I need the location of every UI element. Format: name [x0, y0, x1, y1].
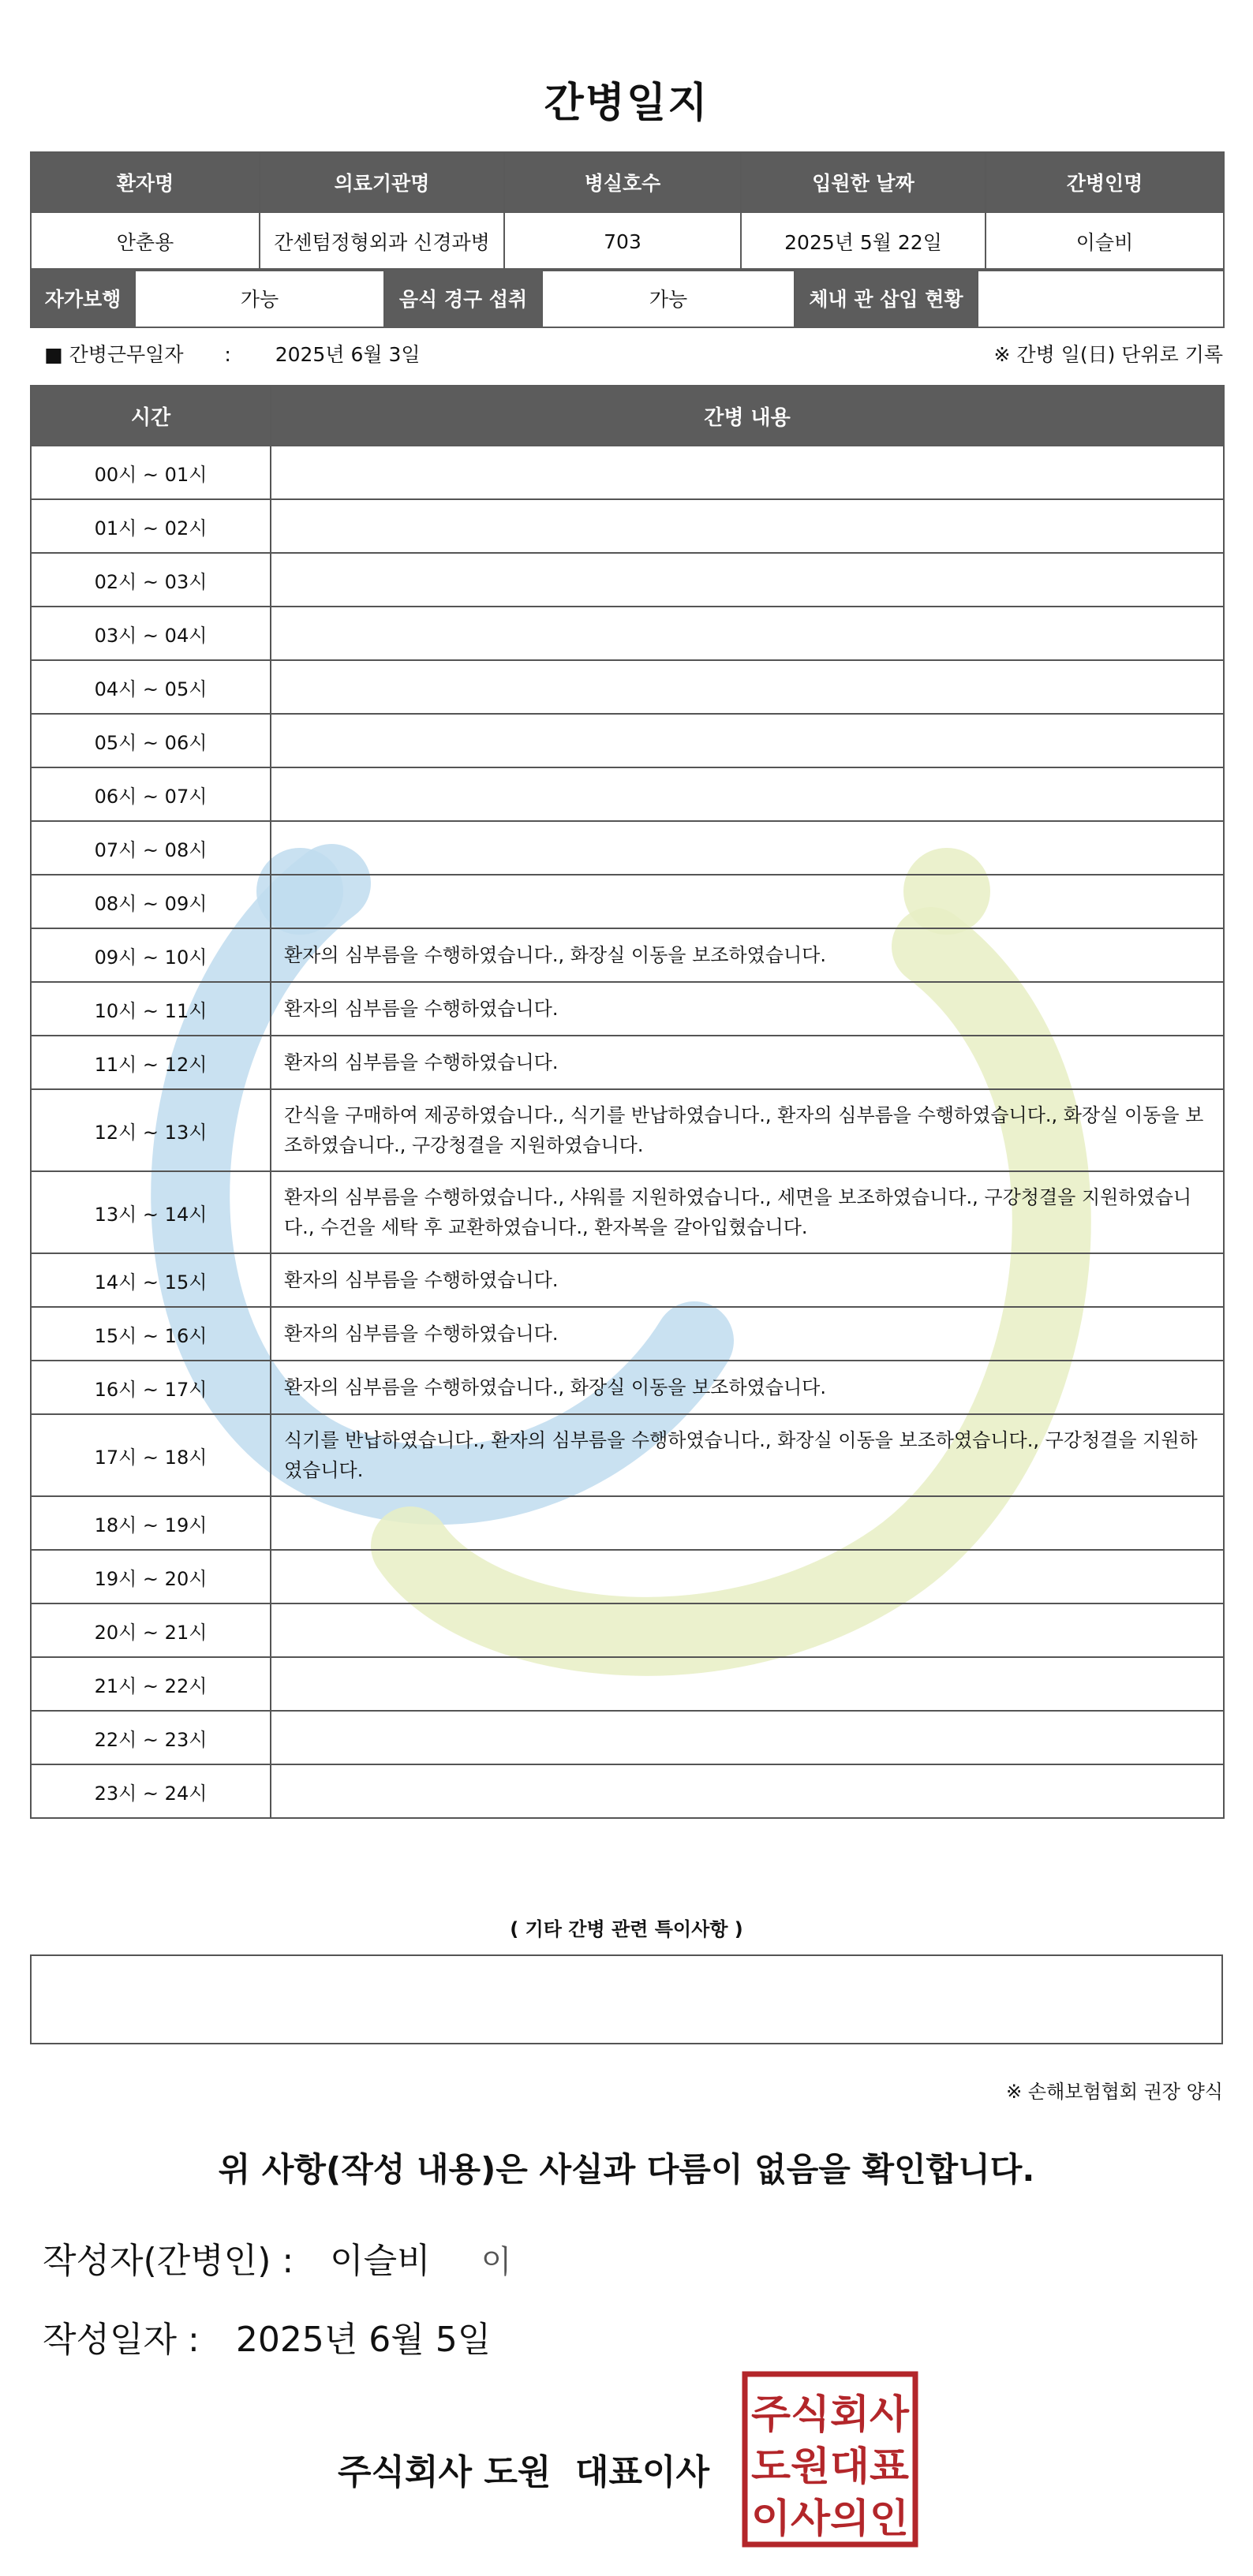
- care-content-cell: [271, 714, 1224, 767]
- care-content-cell: 간식을 구매하여 제공하였습니다., 식기를 반납하였습니다., 환자의 심부름을 수행하였습니다., 화장실 이동을 보조하였습니다., 구강청결을 지원하였습니다.: [271, 1089, 1224, 1171]
- care-log-row: [31, 982, 1224, 1036]
- care-log-row: [31, 607, 1224, 660]
- care-content-cell: [271, 821, 1224, 875]
- header-caregiver-name: 간병인명: [986, 152, 1224, 212]
- mobility-label: 자가보행: [31, 269, 135, 327]
- hospital-name-value: 간센텀정형외과 신경과병: [260, 212, 504, 271]
- patient-info-value-row: [31, 212, 1224, 271]
- svg-text:도원대표: 도원대표: [751, 2443, 910, 2489]
- svg-text:주식회사: 주식회사: [751, 2391, 910, 2437]
- patient-name-value: 안춘용: [31, 212, 260, 271]
- time-column-header: 시간: [31, 386, 271, 446]
- care-content-cell: 환자의 심부름을 수행하였습니다.: [271, 982, 1224, 1036]
- care-content-cell: [271, 1496, 1224, 1550]
- recommended-form-note: ※ 손해보험협회 권장 양식: [1006, 2081, 1223, 2103]
- work-date-line: [30, 339, 1223, 374]
- care-log-row: [31, 1253, 1224, 1307]
- document-title: 간병일지: [544, 80, 709, 127]
- oral-intake-label: 음식 경구 섭취: [384, 269, 542, 327]
- time-slot-cell: 09시 ~ 10시: [31, 928, 271, 982]
- time-slot-cell: 06시 ~ 07시: [31, 767, 271, 821]
- care-log-row: [31, 1361, 1224, 1414]
- time-slot-cell: 10시 ~ 11시: [31, 982, 271, 1036]
- care-log-row: [31, 767, 1224, 821]
- care-content-cell: 식기를 반납하였습니다., 환자의 심부름을 수행하였습니다., 화장실 이동을 보조하였습니다., 구강청결을 지원하였습니다.: [271, 1414, 1224, 1496]
- work-date-value: 2025년 6월 3일: [275, 343, 421, 366]
- care-log-row: [31, 821, 1224, 875]
- time-slot-cell: 15시 ~ 16시: [31, 1307, 271, 1361]
- care-log-row: [31, 1550, 1224, 1603]
- care-content-cell: [271, 499, 1224, 553]
- time-slot-cell: 07시 ~ 08시: [31, 821, 271, 875]
- care-content-cell: 환자의 심부름을 수행하였습니다., 샤워를 지원하였습니다., 세면을 보조하였습니다., 구강청결을 지원하였습니다., 수건을 세탁 후 교환하였습니다., 환자복을 갈아입혔습니다.: [271, 1171, 1224, 1253]
- care-log-table: [30, 385, 1225, 1819]
- care-content-cell: [271, 553, 1224, 607]
- care-content-cell: 환자의 심부름을 수행하였습니다., 화장실 이동을 보조하였습니다.: [271, 928, 1224, 982]
- written-date-line: [43, 2311, 491, 2361]
- time-slot-cell: 14시 ~ 15시: [31, 1253, 271, 1307]
- header-patient-name: 환자명: [31, 152, 260, 212]
- remarks-title: ( 기타 간병 관련 특이사항 ): [510, 1918, 743, 1940]
- daily-record-note: ※ 간병 일(日) 단위로 기록: [993, 343, 1223, 366]
- care-content-cell: [271, 607, 1224, 660]
- care-log-row: [31, 446, 1224, 499]
- time-slot-cell: 11시 ~ 12시: [31, 1036, 271, 1089]
- care-content-cell: 환자의 심부름을 수행하였습니다.: [271, 1307, 1224, 1361]
- care-content-cell: [271, 1711, 1224, 1764]
- confirmation-statement: 위 사항(작성 내용)은 사실과 다름이 없음을 확인합니다.: [218, 2150, 1035, 2189]
- time-slot-cell: 04시 ~ 05시: [31, 660, 271, 714]
- work-date-label: ■ 간병근무일자: [44, 343, 184, 366]
- tube-status-value: [978, 269, 1224, 327]
- time-slot-cell: 19시 ~ 20시: [31, 1550, 271, 1603]
- time-slot-cell: 21시 ~ 22시: [31, 1657, 271, 1711]
- time-slot-cell: 20시 ~ 21시: [31, 1603, 271, 1657]
- care-content-cell: [271, 446, 1224, 499]
- time-slot-cell: 03시 ~ 04시: [31, 607, 271, 660]
- caregiver-name-value: 이슬비: [986, 212, 1224, 271]
- care-log-row: [31, 1657, 1224, 1711]
- time-slot-cell: 00시 ~ 01시: [31, 446, 271, 499]
- oral-intake-value: 가능: [542, 269, 795, 327]
- care-content-cell: [271, 1657, 1224, 1711]
- care-content-cell: 환자의 심부름을 수행하였습니다.: [271, 1253, 1224, 1307]
- time-slot-cell: 01시 ~ 02시: [31, 499, 271, 553]
- writer-line: [43, 2232, 511, 2283]
- care-log-row: [31, 1764, 1224, 1818]
- room-number-value: 703: [504, 212, 741, 271]
- content-column-header: 간병 내용: [271, 386, 1224, 446]
- header-room-number: 병실호수: [504, 152, 741, 212]
- admission-date-value: 2025년 5월 22일: [741, 212, 986, 271]
- care-content-cell: [271, 875, 1224, 928]
- patient-info-header-row: [31, 152, 1224, 212]
- care-content-cell: [271, 1603, 1224, 1657]
- care-content-cell: 환자의 심부름을 수행하였습니다., 화장실 이동을 보조하였습니다.: [271, 1361, 1224, 1414]
- mobility-value: 가능: [135, 269, 384, 327]
- care-content-cell: [271, 1764, 1224, 1818]
- care-log-row: [31, 1711, 1224, 1764]
- care-log-row: [31, 1036, 1224, 1089]
- remarks-box: [30, 1954, 1223, 2044]
- time-slot-cell: 22시 ~ 23시: [31, 1711, 271, 1764]
- care-log-row: [31, 875, 1224, 928]
- care-log-row: [31, 1089, 1224, 1171]
- written-date-label: 작성일자 :: [43, 2320, 200, 2360]
- care-log-row: [31, 714, 1224, 767]
- time-slot-cell: 08시 ~ 09시: [31, 875, 271, 928]
- time-slot-cell: 13시 ~ 14시: [31, 1171, 271, 1253]
- time-slot-cell: 16시 ~ 17시: [31, 1361, 271, 1414]
- care-content-cell: [271, 1550, 1224, 1603]
- time-slot-cell: 23시 ~ 24시: [31, 1764, 271, 1818]
- care-log-row: [31, 1307, 1224, 1361]
- patient-status-row: [31, 269, 1224, 327]
- care-content-cell: [271, 660, 1224, 714]
- writer-label: 작성자(간병인) :: [43, 2241, 294, 2281]
- company-seal-stamp: [740, 2369, 920, 2549]
- care-log-row: [31, 1603, 1224, 1657]
- handwritten-signature: 이: [481, 2244, 512, 2280]
- care-log-body: [31, 446, 1224, 1818]
- patient-status-table: [30, 268, 1225, 328]
- header-hospital-name: 의료기관명: [260, 152, 504, 212]
- work-date-group: [44, 339, 421, 368]
- care-log-row: [31, 1496, 1224, 1550]
- time-slot-cell: 02시 ~ 03시: [31, 553, 271, 607]
- writer-name: 이슬비: [330, 2241, 431, 2281]
- care-log-row: [31, 499, 1224, 553]
- care-log-row: [31, 553, 1224, 607]
- patient-info-table: [30, 151, 1225, 271]
- time-slot-cell: 05시 ~ 06시: [31, 714, 271, 767]
- company-representative: 주식회사 도원 대표이사: [338, 2452, 709, 2492]
- written-date-value: 2025년 6월 5일: [235, 2320, 492, 2360]
- care-log-header-row: [31, 386, 1224, 446]
- care-log-row: [31, 1414, 1224, 1496]
- care-log-row: [31, 928, 1224, 982]
- svg-text:이사의인: 이사의인: [751, 2496, 909, 2541]
- time-slot-cell: 12시 ~ 13시: [31, 1089, 271, 1171]
- care-content-cell: [271, 767, 1224, 821]
- care-log-row: [31, 1171, 1224, 1253]
- time-slot-cell: 17시 ~ 18시: [31, 1414, 271, 1496]
- tube-status-label: 체내 관 삽입 현황: [795, 269, 978, 327]
- care-content-cell: 환자의 심부름을 수행하였습니다.: [271, 1036, 1224, 1089]
- work-date-colon: :: [224, 343, 231, 366]
- care-log-row: [31, 660, 1224, 714]
- header-admission-date: 입원한 날짜: [741, 152, 986, 212]
- time-slot-cell: 18시 ~ 19시: [31, 1496, 271, 1550]
